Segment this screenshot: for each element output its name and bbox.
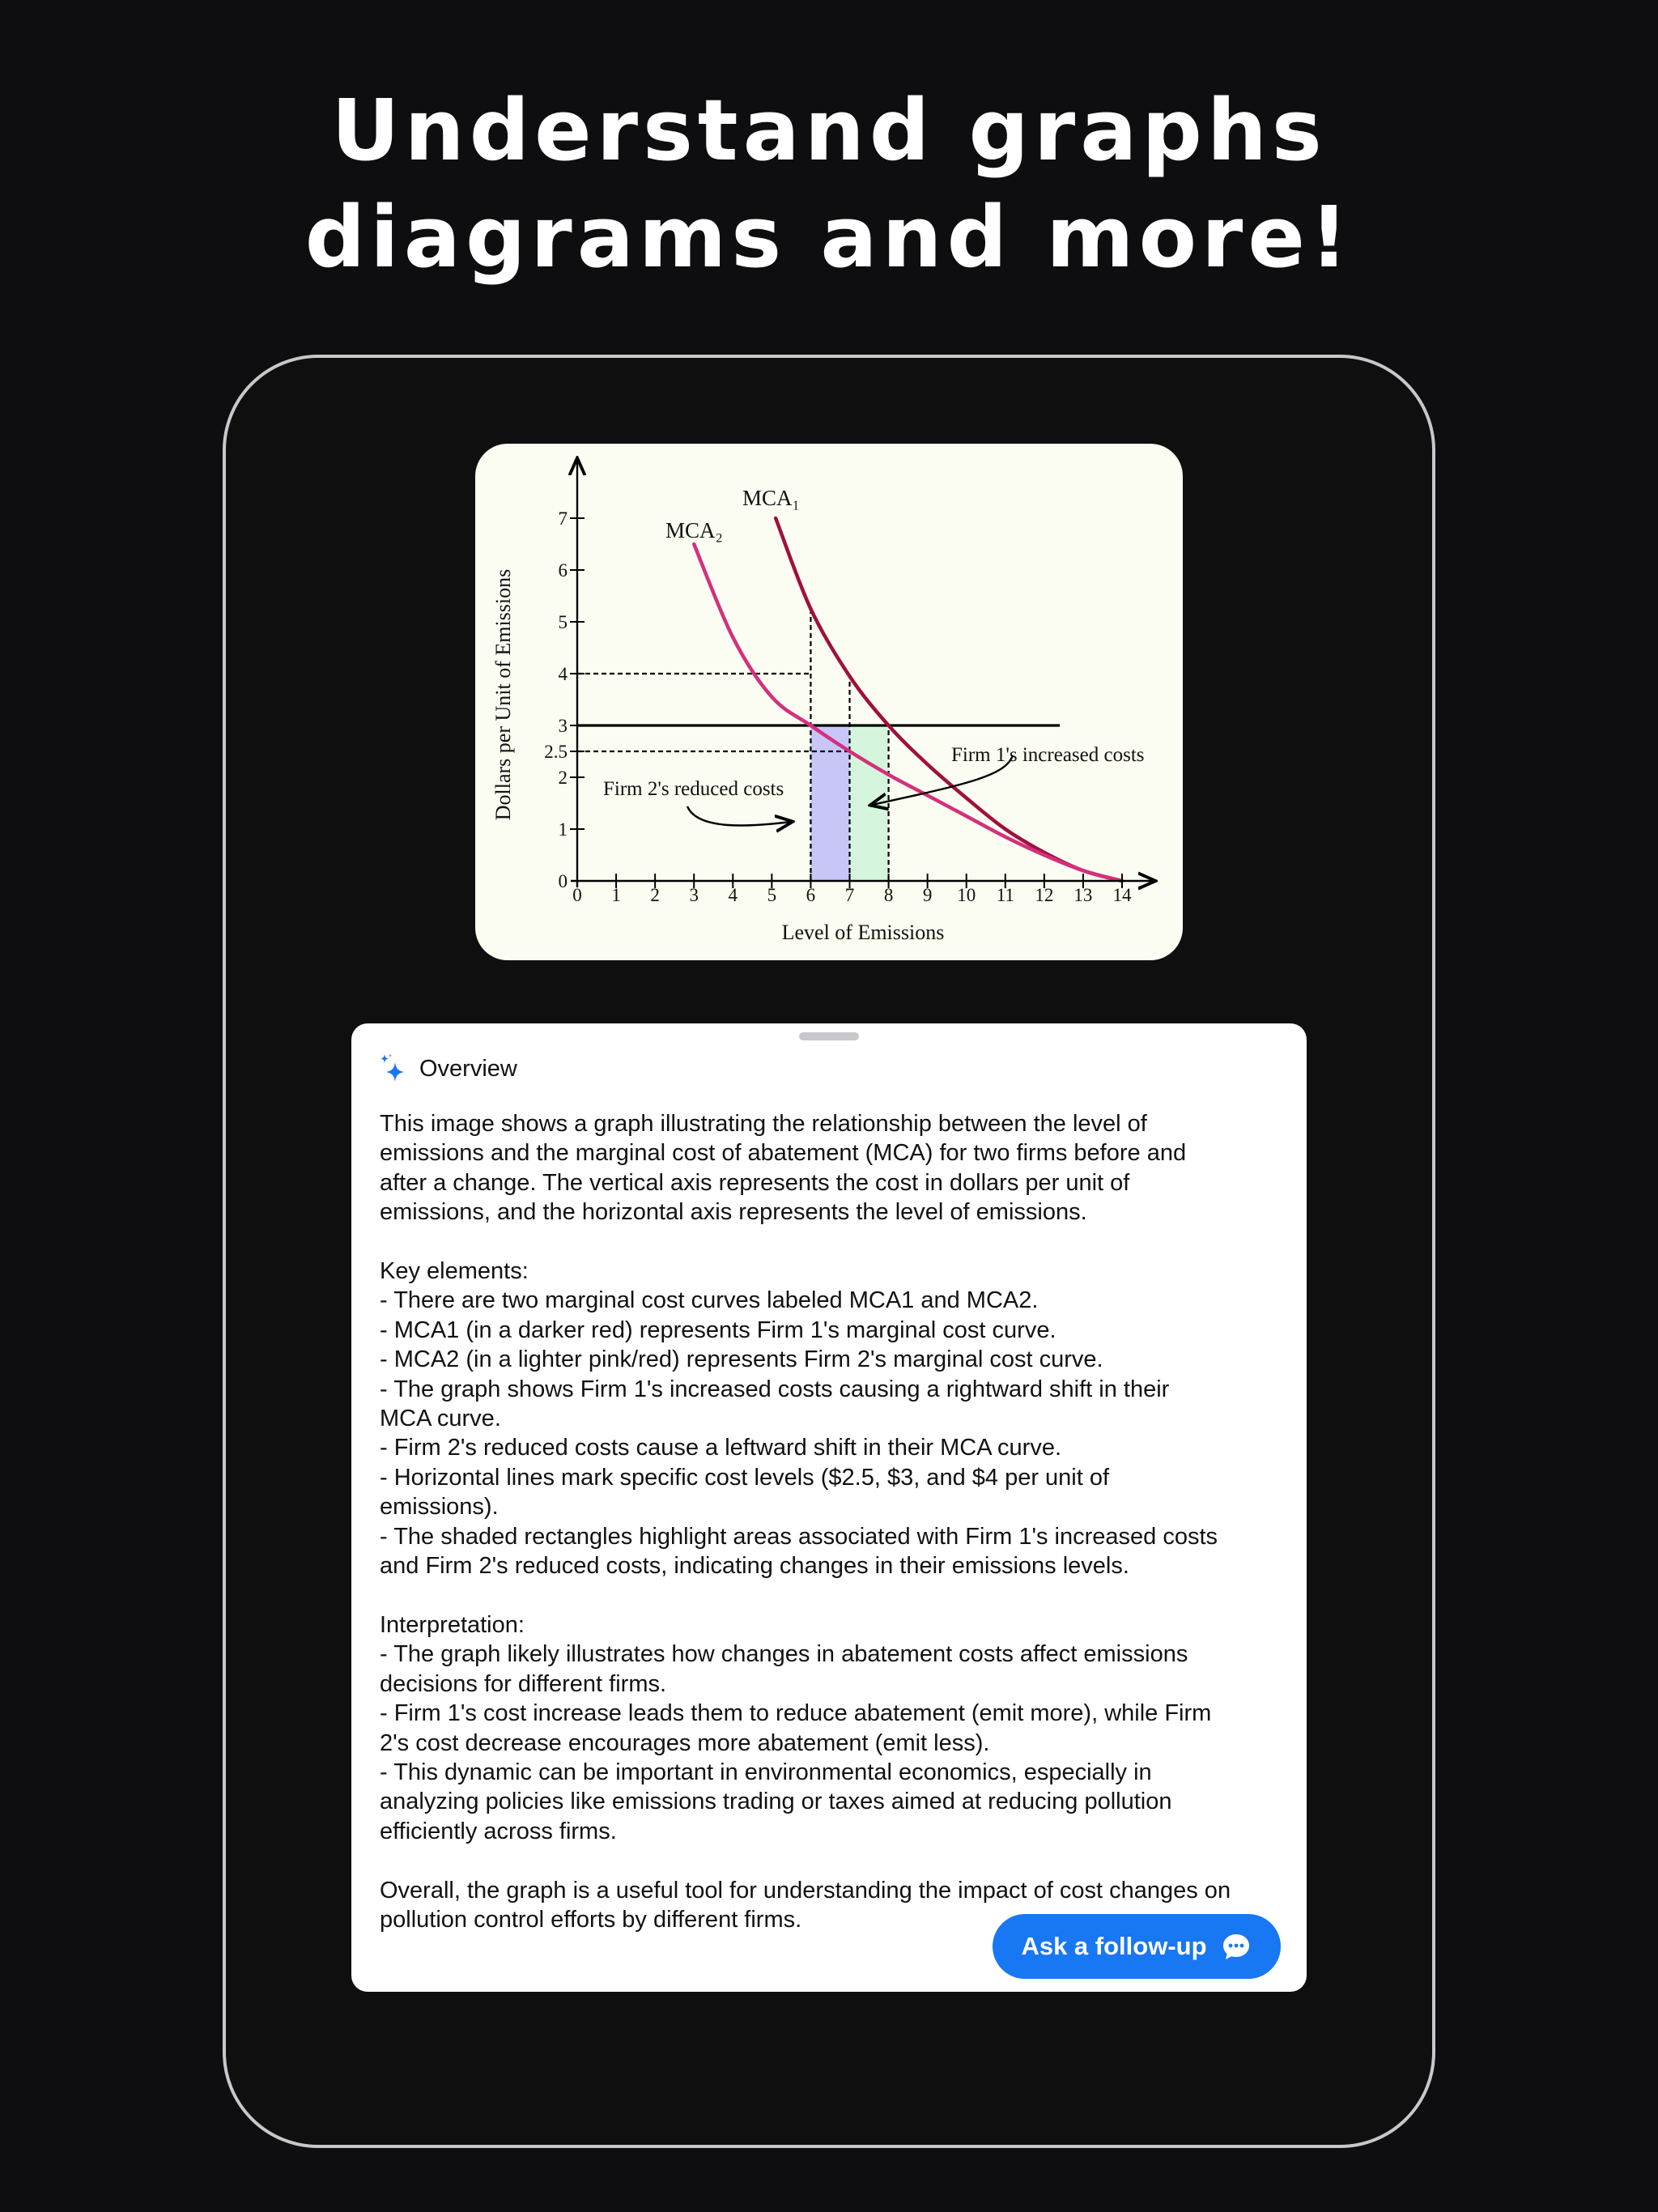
x-tick-label: 11 xyxy=(996,885,1014,905)
overview-paragraph xyxy=(380,1257,1286,1580)
x-tick-label: 2 xyxy=(650,885,660,905)
firm1-annotation: Firm 1's increased costs xyxy=(951,744,1145,766)
y-tick-label: 6 xyxy=(558,560,568,581)
overview-line: Overall, the graph is a useful tool for understanding the impact of cost changes on xyxy=(380,1877,1231,1904)
y-tick-label: 1 xyxy=(558,819,568,840)
ask-follow-up-label: Ask a follow-up xyxy=(1021,1932,1207,1960)
chat-bubble-icon xyxy=(1220,1930,1252,1963)
y-tick-label: 5 xyxy=(558,612,568,632)
x-tick-label: 1 xyxy=(611,885,621,905)
mca1-label: MCA₁ xyxy=(742,486,800,510)
mca2-curve xyxy=(694,544,1122,881)
headline-line-1: Understand graphs xyxy=(331,81,1327,180)
overview-title: Overview xyxy=(419,1055,517,1082)
headline xyxy=(0,77,1658,291)
overview-line: Interpretation: xyxy=(380,1611,525,1638)
y-tick-label: 2 xyxy=(558,768,568,788)
x-tick-label: 3 xyxy=(689,885,699,905)
y-tick-label: 0 xyxy=(558,871,568,891)
overview-line: - The graph shows Firm 1's increased costs causing a rightward shift in their xyxy=(380,1376,1170,1402)
overview-line: analyzing policies like emissions trading or taxes aimed at reducing pollution xyxy=(380,1789,1172,1815)
overview-paragraph xyxy=(380,1610,1286,1846)
x-tick-label: 6 xyxy=(806,885,816,905)
chart-svg xyxy=(475,444,1183,960)
overview-line: - MCA1 (in a darker red) represents Firm 1's marginal cost curve. xyxy=(380,1317,1056,1343)
overview-line: after a change. The vertical axis represents the cost in dollars per unit of xyxy=(380,1169,1130,1196)
overview-line: emissions, and the horizontal axis represents the level of emissions. xyxy=(380,1199,1087,1226)
x-tick-label: 13 xyxy=(1073,885,1093,905)
overview-line: 2's cost decrease encourages more abatement (emit less). xyxy=(380,1729,990,1756)
overview-line: efficiently across firms. xyxy=(380,1818,617,1844)
overview-line: emissions). xyxy=(380,1494,499,1521)
overview-line: - Firm 2's reduced costs cause a leftward shift in their MCA curve. xyxy=(380,1435,1062,1461)
y-tick-label: 3 xyxy=(558,716,568,736)
overview-line: This image shows a graph illustrating the relationship between the level of xyxy=(380,1111,1147,1137)
firm2-arrow xyxy=(687,806,791,826)
x-tick-label: 5 xyxy=(767,885,777,905)
overview-line: and Firm 2's reduced costs, indicating changes in their emissions levels. xyxy=(380,1553,1129,1580)
overview-line: Key elements: xyxy=(380,1258,529,1285)
overview-line: - Horizontal lines mark specific cost levels ($2.5, $3, and $4 per unit of xyxy=(380,1464,1110,1491)
firm2-annotation: Firm 2's reduced costs xyxy=(603,778,784,800)
y-tick-label: 2.5 xyxy=(544,742,568,762)
x-tick-label: 9 xyxy=(922,885,933,905)
x-tick-label: 14 xyxy=(1112,885,1132,905)
sheet-grabber[interactable] xyxy=(799,1032,859,1040)
x-axis-label: Level of Emissions xyxy=(781,921,945,944)
y-axis-label: Dollars per Unit of Emissions xyxy=(491,568,515,821)
x-tick-label: 0 xyxy=(572,885,582,905)
overview-body xyxy=(380,1109,1286,1964)
overview-line: - There are two marginal cost curves labeled MCA1 and MCA2. xyxy=(380,1287,1039,1314)
overview-line: - The graph likely illustrates how changes in abatement costs affect emissions xyxy=(380,1641,1188,1668)
overview-sheet[interactable] xyxy=(351,1023,1307,1992)
x-tick-label: 10 xyxy=(957,885,976,905)
y-tick-label: 4 xyxy=(558,664,568,684)
mca2-label: MCA₂ xyxy=(665,518,723,542)
overview-line: - The shaded rectangles highlight areas associated with Firm 1's increased costs xyxy=(380,1523,1218,1550)
x-tick-label: 8 xyxy=(883,885,894,905)
x-tick-label: 4 xyxy=(728,885,738,905)
x-tick-label: 12 xyxy=(1035,885,1054,905)
overview-line: pollution control efforts by different firms. xyxy=(380,1906,802,1933)
overview-line: - MCA2 (in a lighter pink/red) represents Firm 2's marginal cost curve. xyxy=(380,1346,1103,1373)
overview-line: decisions for different firms. xyxy=(380,1670,667,1697)
overview-line: - This dynamic can be important in environmental economics, especially in xyxy=(380,1759,1152,1785)
y-tick-label: 7 xyxy=(558,508,568,529)
headline-line-2: diagrams and more! xyxy=(304,188,1354,287)
x-tick-label: 7 xyxy=(844,885,855,905)
sparkle-icon xyxy=(377,1051,410,1087)
chart-image xyxy=(475,444,1183,960)
overview-header xyxy=(377,1049,517,1088)
overview-line: - Firm 1's cost increase leads them to reduce abatement (emit more), while Firm xyxy=(380,1700,1212,1727)
overview-paragraph xyxy=(380,1109,1286,1227)
overview-line: emissions and the marginal cost of abatement (MCA) for two firms before and xyxy=(380,1140,1187,1167)
ask-follow-up-button[interactable] xyxy=(993,1914,1281,1979)
overview-line: MCA curve. xyxy=(380,1406,501,1432)
